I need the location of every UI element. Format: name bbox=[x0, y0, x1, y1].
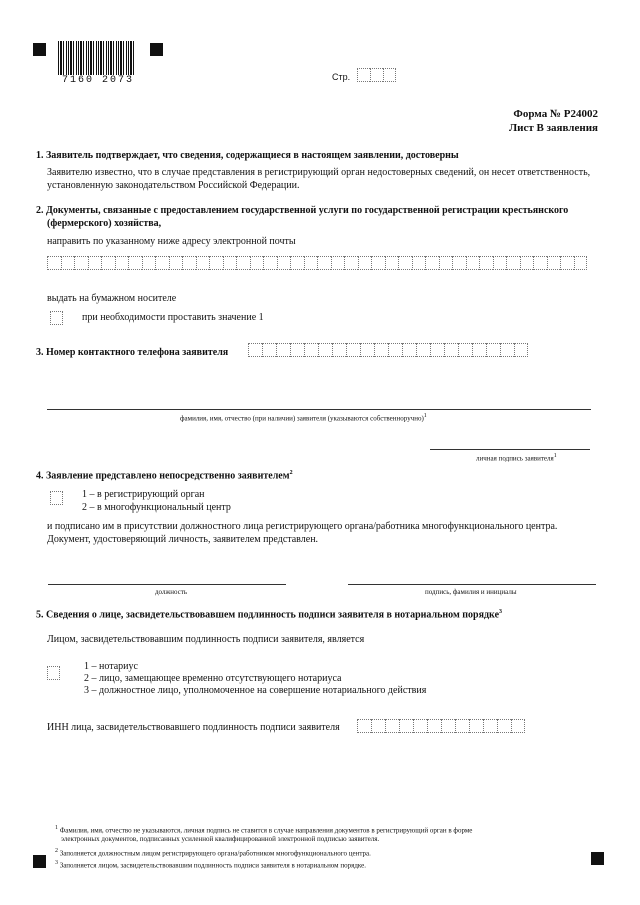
section3-title: 3. Номер контактного телефона заявителя bbox=[36, 347, 229, 358]
char-cell[interactable] bbox=[402, 343, 416, 357]
char-cell[interactable] bbox=[479, 256, 493, 270]
footnote-1: $^1$ Фамилия, имя, отчество не указываются, личная подпись не ставится в случае направления документов в регистрирующий орган в форме электронных документов, подписанных усиленной квалифицированной электронной подписью заявителя. bbox=[55, 825, 473, 844]
char-cell[interactable] bbox=[514, 343, 528, 357]
char-cell[interactable] bbox=[466, 256, 480, 270]
official-signature-caption: подпись, фамилия и инициалы bbox=[425, 588, 517, 596]
fio-signature-line[interactable] bbox=[47, 409, 591, 410]
char-cell[interactable] bbox=[398, 256, 412, 270]
form-sheet: Лист В заявления bbox=[508, 122, 598, 134]
char-cell[interactable] bbox=[128, 256, 142, 270]
barcode bbox=[58, 41, 134, 75]
footnote-2: $^2$ Заполняется должностным лицом регистрирующего органа/работником многофункционального центра. bbox=[55, 848, 371, 858]
position-caption: должность bbox=[155, 588, 188, 596]
submission-method-checkbox[interactable] bbox=[50, 491, 63, 505]
section1-title: 1. Заявитель подтверждает, что сведения, содержащиеся в настоящем заявлении, достоверны bbox=[36, 150, 459, 161]
char-cell[interactable] bbox=[357, 719, 371, 733]
char-cell[interactable] bbox=[425, 256, 439, 270]
char-cell[interactable] bbox=[236, 256, 250, 270]
section4-option2: 2 – в многофункциональный центр bbox=[82, 502, 231, 513]
char-cell[interactable] bbox=[304, 256, 318, 270]
char-cell[interactable] bbox=[385, 256, 399, 270]
char-cell[interactable] bbox=[196, 256, 210, 270]
char-cell[interactable] bbox=[331, 256, 345, 270]
char-cell[interactable] bbox=[276, 343, 290, 357]
char-cell[interactable] bbox=[317, 256, 331, 270]
char-cell[interactable] bbox=[469, 719, 483, 733]
char-cell[interactable] bbox=[374, 343, 388, 357]
char-cell[interactable] bbox=[506, 256, 520, 270]
char-cell[interactable] bbox=[371, 256, 385, 270]
char-cell[interactable] bbox=[497, 719, 511, 733]
char-cell[interactable] bbox=[250, 256, 264, 270]
char-cell[interactable] bbox=[511, 719, 525, 733]
section4-option1: 1 – в регистрирующий орган bbox=[82, 489, 205, 500]
section5-option3: 3 – должностное лицо, уполномоченное на совершение нотариального действия bbox=[84, 685, 427, 696]
paper-label: выдать на бумажном носителе bbox=[47, 293, 177, 304]
char-cell[interactable] bbox=[455, 719, 469, 733]
char-cell[interactable] bbox=[101, 256, 115, 270]
char-cell[interactable] bbox=[169, 256, 183, 270]
char-cell[interactable] bbox=[520, 256, 534, 270]
char-cell[interactable] bbox=[47, 256, 61, 270]
char-cell[interactable] bbox=[223, 256, 237, 270]
char-cell[interactable] bbox=[413, 719, 427, 733]
char-cell[interactable] bbox=[500, 343, 514, 357]
char-cell[interactable] bbox=[182, 256, 196, 270]
char-cell[interactable] bbox=[248, 343, 262, 357]
paper-checkbox[interactable] bbox=[50, 311, 63, 325]
corner-marker-top-left bbox=[33, 43, 46, 56]
corner-marker-bottom-left bbox=[33, 855, 46, 868]
applicant-signature-line[interactable] bbox=[430, 449, 590, 450]
char-cell[interactable] bbox=[430, 343, 444, 357]
char-cell[interactable] bbox=[452, 256, 466, 270]
char-cell[interactable] bbox=[277, 256, 291, 270]
char-cell[interactable] bbox=[388, 343, 402, 357]
char-cell[interactable] bbox=[472, 343, 486, 357]
inn-input-cells[interactable] bbox=[357, 719, 525, 733]
char-cell[interactable] bbox=[483, 719, 497, 733]
email-input-cells[interactable] bbox=[47, 256, 587, 270]
official-position-line[interactable] bbox=[48, 584, 286, 585]
char-cell[interactable] bbox=[441, 719, 455, 733]
fio-caption: фамилия, имя, отчество (при наличии) заявителя (указываются собственноручно)$^1$ bbox=[180, 413, 427, 423]
notary-type-checkbox[interactable] bbox=[47, 666, 60, 680]
char-cell[interactable] bbox=[493, 256, 507, 270]
char-cell[interactable] bbox=[358, 256, 372, 270]
corner-marker-top-right bbox=[150, 43, 163, 56]
char-cell[interactable] bbox=[416, 343, 430, 357]
char-cell[interactable] bbox=[74, 256, 88, 270]
corner-marker-bottom-right bbox=[591, 852, 604, 865]
char-cell[interactable] bbox=[88, 256, 102, 270]
char-cell[interactable] bbox=[385, 719, 399, 733]
section2-title-line1: 2. Документы, связанные с предоставлением государственной услуги по государственной регистрации крестьянского bbox=[36, 205, 569, 216]
char-cell[interactable] bbox=[263, 256, 277, 270]
char-cell[interactable] bbox=[344, 256, 358, 270]
email-label: направить по указанному ниже адресу электронной почты bbox=[47, 236, 296, 247]
char-cell[interactable] bbox=[115, 256, 129, 270]
char-cell[interactable] bbox=[304, 343, 318, 357]
char-cell[interactable] bbox=[560, 256, 574, 270]
footnote-3: $^3$ Заполняется лицом, засвидетельствовавшим подлинность подписи заявителя в нотариальном порядке. bbox=[55, 860, 366, 870]
section5-option2: 2 – лицо, замещающее временно отсутствующего нотариуса bbox=[84, 673, 342, 684]
form-number: Форма № Р24002 bbox=[513, 108, 598, 120]
char-cell[interactable] bbox=[371, 719, 385, 733]
char-cell[interactable] bbox=[412, 256, 426, 270]
char-cell[interactable] bbox=[346, 343, 360, 357]
char-cell[interactable] bbox=[332, 343, 346, 357]
char-cell[interactable] bbox=[142, 256, 156, 270]
section2-title-line2: (фермерского) хозяйства, bbox=[47, 218, 162, 229]
official-signature-line[interactable] bbox=[348, 584, 596, 585]
section5-intro: Лицом, засвидетельствовавшим подлинность подписи заявителя, является bbox=[47, 634, 365, 645]
char-cell[interactable] bbox=[360, 343, 374, 357]
char-cell[interactable] bbox=[262, 343, 276, 357]
char-cell[interactable] bbox=[547, 256, 561, 270]
section4-title: 4. Заявление представлено непосредственно заявителем$^2$ bbox=[36, 470, 293, 482]
char-cell[interactable] bbox=[486, 343, 500, 357]
barcode-number: 7160 2073 bbox=[62, 75, 135, 86]
char-cell[interactable] bbox=[427, 719, 441, 733]
char-cell[interactable] bbox=[444, 343, 458, 357]
inn-label: ИНН лица, засвидетельствовавшего подлинность подписи заявителя bbox=[47, 722, 340, 733]
char-cell[interactable] bbox=[290, 256, 304, 270]
char-cell[interactable] bbox=[155, 256, 169, 270]
phone-input-cells[interactable] bbox=[248, 343, 528, 357]
char-cell[interactable] bbox=[61, 256, 75, 270]
char-cell[interactable] bbox=[399, 719, 413, 733]
applicant-signature-caption: личная подпись заявителя$^1$ bbox=[476, 453, 557, 463]
char-cell[interactable] bbox=[439, 256, 453, 270]
char-cell[interactable] bbox=[290, 343, 304, 357]
section1-text-line2: установленную законодательством Российской Федерации. bbox=[47, 180, 300, 191]
section1-text-line1: Заявителю известно, что в случае представления в регистрирующий орган недостоверных сведений, он несет ответственность, bbox=[47, 167, 591, 178]
page-number-cells[interactable] bbox=[357, 68, 396, 82]
char-cell[interactable] bbox=[533, 256, 547, 270]
char-cell[interactable] bbox=[458, 343, 472, 357]
char-cell[interactable] bbox=[209, 256, 223, 270]
section4-text-line1: и подписано им в присутствии должностного лица регистрирующего органа/работника многофункционального центра. bbox=[47, 521, 558, 532]
page-label: Стр. bbox=[332, 72, 351, 82]
char-cell[interactable] bbox=[318, 343, 332, 357]
section5-title: 5. Сведения о лице, засвидетельствовавшем подлинность подписи заявителя в нотариальном порядке$^3$ bbox=[36, 609, 503, 621]
section5-option1: 1 – нотариус bbox=[84, 661, 138, 672]
char-cell[interactable] bbox=[574, 256, 588, 270]
paper-hint: при необходимости проставить значение 1 bbox=[82, 312, 264, 323]
section4-text-line2: Документ, удостоверяющий личность, заявителем представлен. bbox=[47, 534, 319, 545]
